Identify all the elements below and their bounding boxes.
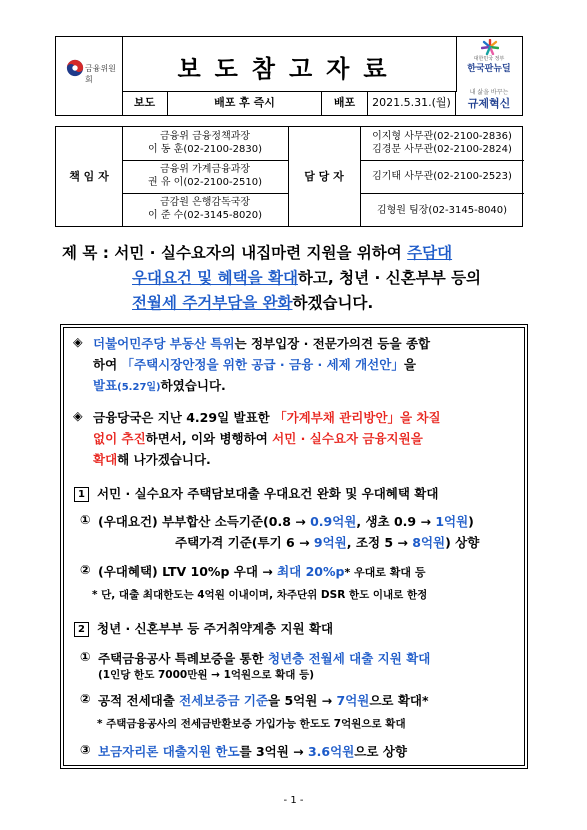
bullet-diamond-icon: ◈ — [73, 408, 83, 423]
subject-line-2: 우대요건 및 혜택을 확대하고, 청년 · 신혼부부 등의 — [132, 269, 482, 287]
j-item-2-note: * 주택금융공사의 전세금반환보증 가입가능 한도도 7억원으로 확대 — [97, 718, 406, 730]
staff-1: 이지형 사무관(02-2100-2836) — [372, 131, 512, 142]
summary-b1-line2: 하여 「주택시장안정을 위한 공급 · 금융 · 세제 개선안」을 — [93, 357, 416, 372]
j-item-2-number: ② — [80, 691, 91, 706]
agency-name: 금융위원회 — [85, 64, 116, 84]
page-number: - 1 - — [283, 795, 304, 806]
subject-line-3: 전월세 주거부담을 완화하겠습니다. — [132, 294, 374, 312]
campaign-logos — [456, 37, 522, 115]
item-2-line: (우대혜택) LTV 10%p 우대 → 최대 20%p* 우대로 확대 등 — [98, 564, 426, 579]
press-header — [55, 36, 523, 116]
summary-b2-line1: 금융당국은 지난 4.29일 발표한 「가계부채 관리방안」을 차질 — [93, 410, 441, 425]
j-item-2-line: 공적 전세대출 전세보증금 기준을 5억원 → 7억원으로 확대* — [98, 693, 429, 708]
title-cell — [122, 37, 457, 92]
responsible-dept-3: 금감원 은행감독국장 — [159, 197, 251, 208]
new-deal-logo: 한국판뉴딜 — [467, 64, 511, 74]
j-item-1-sub: (1인당 한도 7000만원 → 1억원으로 확대 등) — [98, 669, 315, 681]
reform-logo: 규제혁신 — [467, 97, 511, 110]
section-2-heading: 2 청년 · 신혼부부 등 주거취약계층 지원 확대 — [74, 619, 333, 637]
j-item-1-number: ① — [80, 649, 91, 664]
new-deal-caption: 대한민국 정부 — [473, 56, 505, 62]
responsible-name-3: 이 준 수(02-3145-8020) — [148, 210, 262, 221]
subject-label: 제 목 : — [62, 244, 109, 262]
item-1-number: ① — [80, 512, 91, 527]
staff-label: 담 당 자 — [304, 170, 344, 183]
j-item-1-line: 주택금융공사 특례보증을 통한 청년층 전월세 대출 지원 확대 — [98, 651, 431, 666]
reform-caption: 내 삶을 바꾸는 — [469, 89, 509, 96]
taegeuk-logo-icon — [66, 59, 84, 77]
staff-4: 김형원 팀장(02-3145-8040) — [376, 205, 508, 216]
release-label: 보도 — [122, 91, 168, 115]
j-item-3-number: ③ — [80, 742, 91, 757]
distribution-label: 배포 — [322, 91, 368, 115]
subject-highlight-2: 우대요건 및 혜택을 확대 — [132, 269, 298, 287]
item-1-line2: 주택가격 기준(투기 6 → 9억원, 조정 5 → 8억원) 상향 — [175, 535, 480, 550]
release-value: 배포 후 즉시 — [168, 91, 322, 115]
contacts-table — [55, 126, 523, 227]
summary-b1-line3: 발표(5.27일)하였습니다. — [93, 378, 226, 393]
subject-line-1: 제 목 : 서민 · 실수요자의 내집마련 지원을 위하여 주담대 — [62, 244, 453, 262]
item-2-note: * 단, 대출 최대한도는 4억원 이내이며, 차주단위 DSR 한도 이내로 한정 — [92, 589, 428, 601]
bullet-diamond-icon: ◈ — [73, 334, 83, 349]
doc-title: 보도참고자료 — [177, 55, 401, 83]
responsible-label: 책 임 자 — [69, 170, 109, 183]
summary-b2-line3: 확대해 나가겠습니다. — [93, 452, 211, 467]
summary-b1-line1: 더불어민주당 부동산 특위는 정부입장 · 전문가의견 등을 종합 — [93, 336, 431, 351]
responsible-name-2: 권 유 이(02-2100-2510) — [148, 177, 262, 188]
responsible-name-1: 이 동 훈(02-2100-2830) — [148, 144, 262, 155]
item-2-number: ② — [80, 562, 91, 577]
distribution-date: 2021.5.31.(월) — [368, 91, 456, 115]
responsible-dept-1: 금융위 금융정책과장 — [159, 131, 251, 142]
section-1-heading: 1 서민 · 실수요자 주택담보대출 우대요건 완화 및 우대혜택 확대 — [74, 484, 438, 502]
j-item-3-line: 보금자리론 대출지원 한도를 3억원 → 3.6억원으로 상향 — [98, 744, 407, 759]
summary-b2-line2: 없이 추진하면서, 이와 병행하여 서민 · 실수요자 금융지원을 — [93, 431, 423, 446]
staff-3: 김기태 사무관(02-2100-2523) — [372, 171, 512, 182]
item-1-line1: (우대요건) 부부합산 소득기준(0.8 → 0.9억원, 생초 0.9 → 1억원) — [98, 514, 474, 529]
agency-logo-cell — [56, 37, 123, 115]
subject-highlight-3: 전월세 주거부담을 완화 — [132, 294, 293, 312]
responsible-dept-2: 금융위 가계금융과장 — [159, 164, 251, 175]
subject-highlight-1: 주담대 — [407, 244, 453, 262]
new-deal-burst-icon — [481, 39, 499, 55]
section-number-box: 1 — [74, 487, 89, 502]
section-number-box: 2 — [74, 622, 89, 637]
staff-2: 김경문 사무관(02-2100-2824) — [372, 144, 512, 155]
